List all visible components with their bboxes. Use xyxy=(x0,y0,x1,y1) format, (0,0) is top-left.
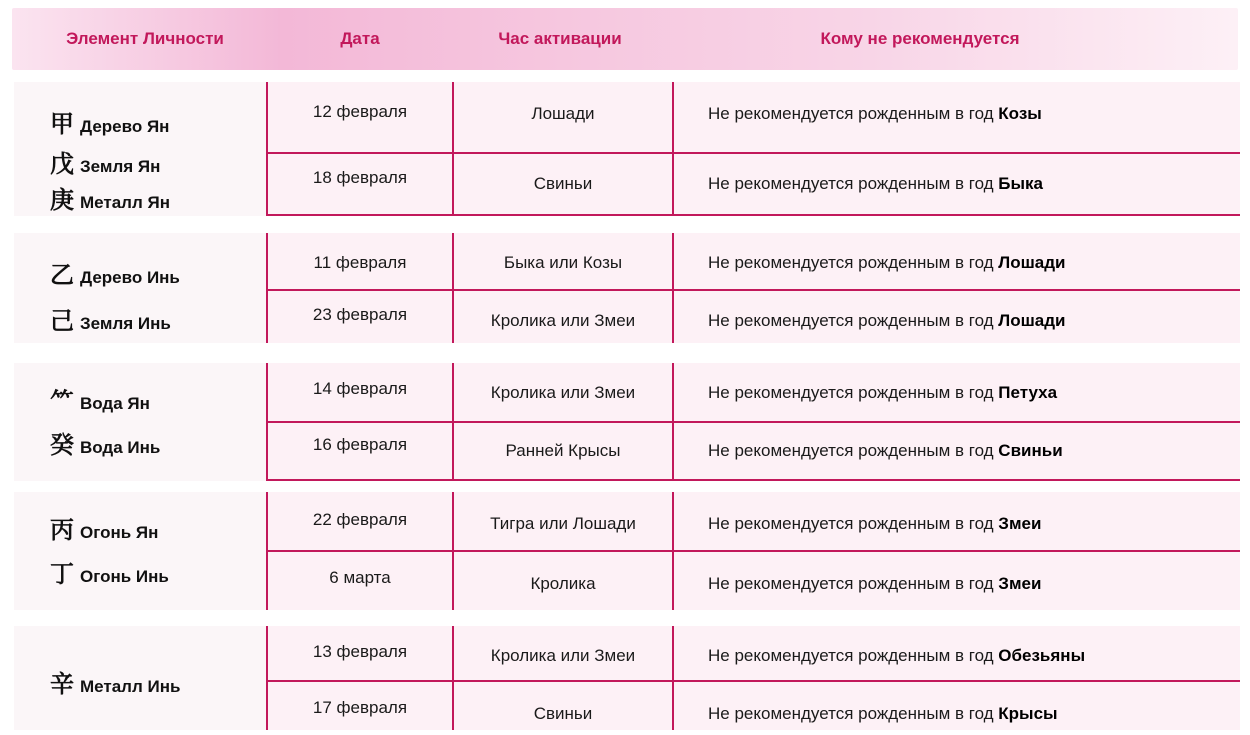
row-divider xyxy=(266,214,1240,216)
date-cell: 18 февраля xyxy=(312,168,408,187)
hour-cell: Кролика или Змеи xyxy=(490,383,636,402)
animal-name: Лошади xyxy=(998,311,1066,330)
chinese-character: ⺮ xyxy=(50,387,74,415)
element-cell xyxy=(14,626,266,730)
element-group-3 xyxy=(14,363,1240,481)
hour-cell: Кролика или Змеи xyxy=(490,311,636,330)
row-divider xyxy=(266,479,1240,481)
element-label: Металл Инь xyxy=(80,677,181,696)
element-line xyxy=(50,554,169,589)
element-line xyxy=(50,144,160,179)
row-divider xyxy=(266,152,1240,154)
animal-name: Быка xyxy=(998,174,1043,193)
header-activation-hour: Час активации xyxy=(498,29,622,48)
column-divider xyxy=(266,233,268,343)
chinese-character: 戊 xyxy=(50,150,74,178)
column-divider xyxy=(452,82,454,216)
recommendation-cell: Не рекомендуется рожденным в год Лошади xyxy=(708,311,1066,330)
element-cell xyxy=(14,363,266,481)
animal-name: Петуха xyxy=(998,383,1058,402)
element-line xyxy=(50,381,150,416)
row-divider xyxy=(266,680,1240,682)
element-line xyxy=(50,255,180,290)
column-divider xyxy=(672,626,674,730)
chinese-character: 辛 xyxy=(50,670,74,698)
date-cell: 11 февраля xyxy=(313,253,407,272)
hour-cell: Лошади xyxy=(531,104,595,123)
date-cell: 6 марта xyxy=(329,568,391,587)
element-label: Вода Ян xyxy=(80,394,150,413)
element-label: Земля Инь xyxy=(80,314,171,333)
chinese-character: 丙 xyxy=(50,516,74,544)
element-label: Земля Ян xyxy=(80,157,161,176)
hour-cell: Кролика или Змеи xyxy=(490,646,636,665)
animal-name: Обезьяны xyxy=(998,646,1086,665)
hour-cell: Быка или Козы xyxy=(503,253,623,272)
element-cell xyxy=(14,492,266,610)
recommendation-cell: Не рекомендуется рожденным в год Крысы xyxy=(708,704,1058,723)
element-line xyxy=(50,510,158,545)
hour-cell: Свиньи xyxy=(533,704,593,723)
recommendation-cell: Не рекомендуется рожденным в год Быка xyxy=(708,174,1043,193)
header-date: Дата xyxy=(340,29,380,48)
animal-name: Змеи xyxy=(998,514,1042,533)
column-divider xyxy=(672,233,674,343)
animal-name: Козы xyxy=(998,104,1042,123)
recommendation-cell: Не рекомендуется рожденным в год Змеи xyxy=(708,574,1042,593)
element-line xyxy=(50,180,170,215)
chinese-character: 己 xyxy=(50,307,74,335)
chinese-character: 癸 xyxy=(50,431,74,459)
element-label: Огонь Инь xyxy=(80,567,169,586)
animal-name: Змеи xyxy=(998,574,1042,593)
animal-name: Лошади xyxy=(998,253,1066,272)
row-divider xyxy=(266,289,1240,291)
recommendation-cell: Не рекомендуется рожденным в год Козы xyxy=(708,104,1042,123)
element-label: Дерево Ян xyxy=(80,117,170,136)
date-cell: 14 февраля xyxy=(312,379,408,398)
date-cell: 16 февраля xyxy=(312,435,408,454)
recommendation-cell: Не рекомендуется рожденным в год Петуха xyxy=(708,383,1058,402)
hour-cell: Свиньи xyxy=(533,174,593,193)
column-divider xyxy=(672,82,674,216)
element-line xyxy=(50,104,169,139)
element-line xyxy=(50,664,180,699)
element-label: Дерево Инь xyxy=(80,268,180,287)
date-cell: 13 февраля xyxy=(312,642,408,661)
chinese-character: 乙 xyxy=(50,261,74,289)
element-group-2 xyxy=(14,233,1240,343)
element-group-1 xyxy=(14,82,1240,216)
recommendation-cell: Не рекомендуется рожденным в год Обезьяны xyxy=(708,646,1086,665)
recommendation-cell: Не рекомендуется рожденным в год Змеи xyxy=(708,514,1042,533)
chinese-character: 甲 xyxy=(50,110,74,138)
hour-cell: Тигра или Лошади xyxy=(490,514,636,533)
date-cell: 23 февраля xyxy=(312,305,408,324)
animal-name: Свиньи xyxy=(998,441,1063,460)
element-label: Вода Инь xyxy=(80,438,161,457)
element-line xyxy=(50,301,171,336)
chinese-character: 丁 xyxy=(50,560,74,588)
hour-cell: Кролика xyxy=(530,574,596,593)
header-not-recommended: Кому не рекомендуется xyxy=(820,29,1020,48)
element-group-4 xyxy=(14,492,1240,610)
animal-name: Крысы xyxy=(998,704,1058,723)
element-cell xyxy=(14,82,266,216)
element-cell xyxy=(14,233,266,343)
row-divider xyxy=(266,550,1240,552)
chinese-character: 庚 xyxy=(50,186,74,214)
element-group-5 xyxy=(14,626,1240,730)
recommendation-cell: Не рекомендуется рожденным в год Свиньи xyxy=(708,441,1063,460)
element-label: Металл Ян xyxy=(80,193,170,212)
element-line xyxy=(50,425,160,460)
date-cell: 17 февраля xyxy=(312,698,408,717)
element-label: Огонь Ян xyxy=(80,523,159,542)
date-cell: 12 февраля xyxy=(312,102,408,121)
header-element: Элемент Личности xyxy=(66,29,224,48)
row-divider xyxy=(266,421,1240,423)
date-cell: 22 февраля xyxy=(312,510,408,529)
recommendation-cell: Не рекомендуется рожденным в год Лошади xyxy=(708,253,1066,272)
hour-cell: Ранней Крысы xyxy=(505,441,621,460)
